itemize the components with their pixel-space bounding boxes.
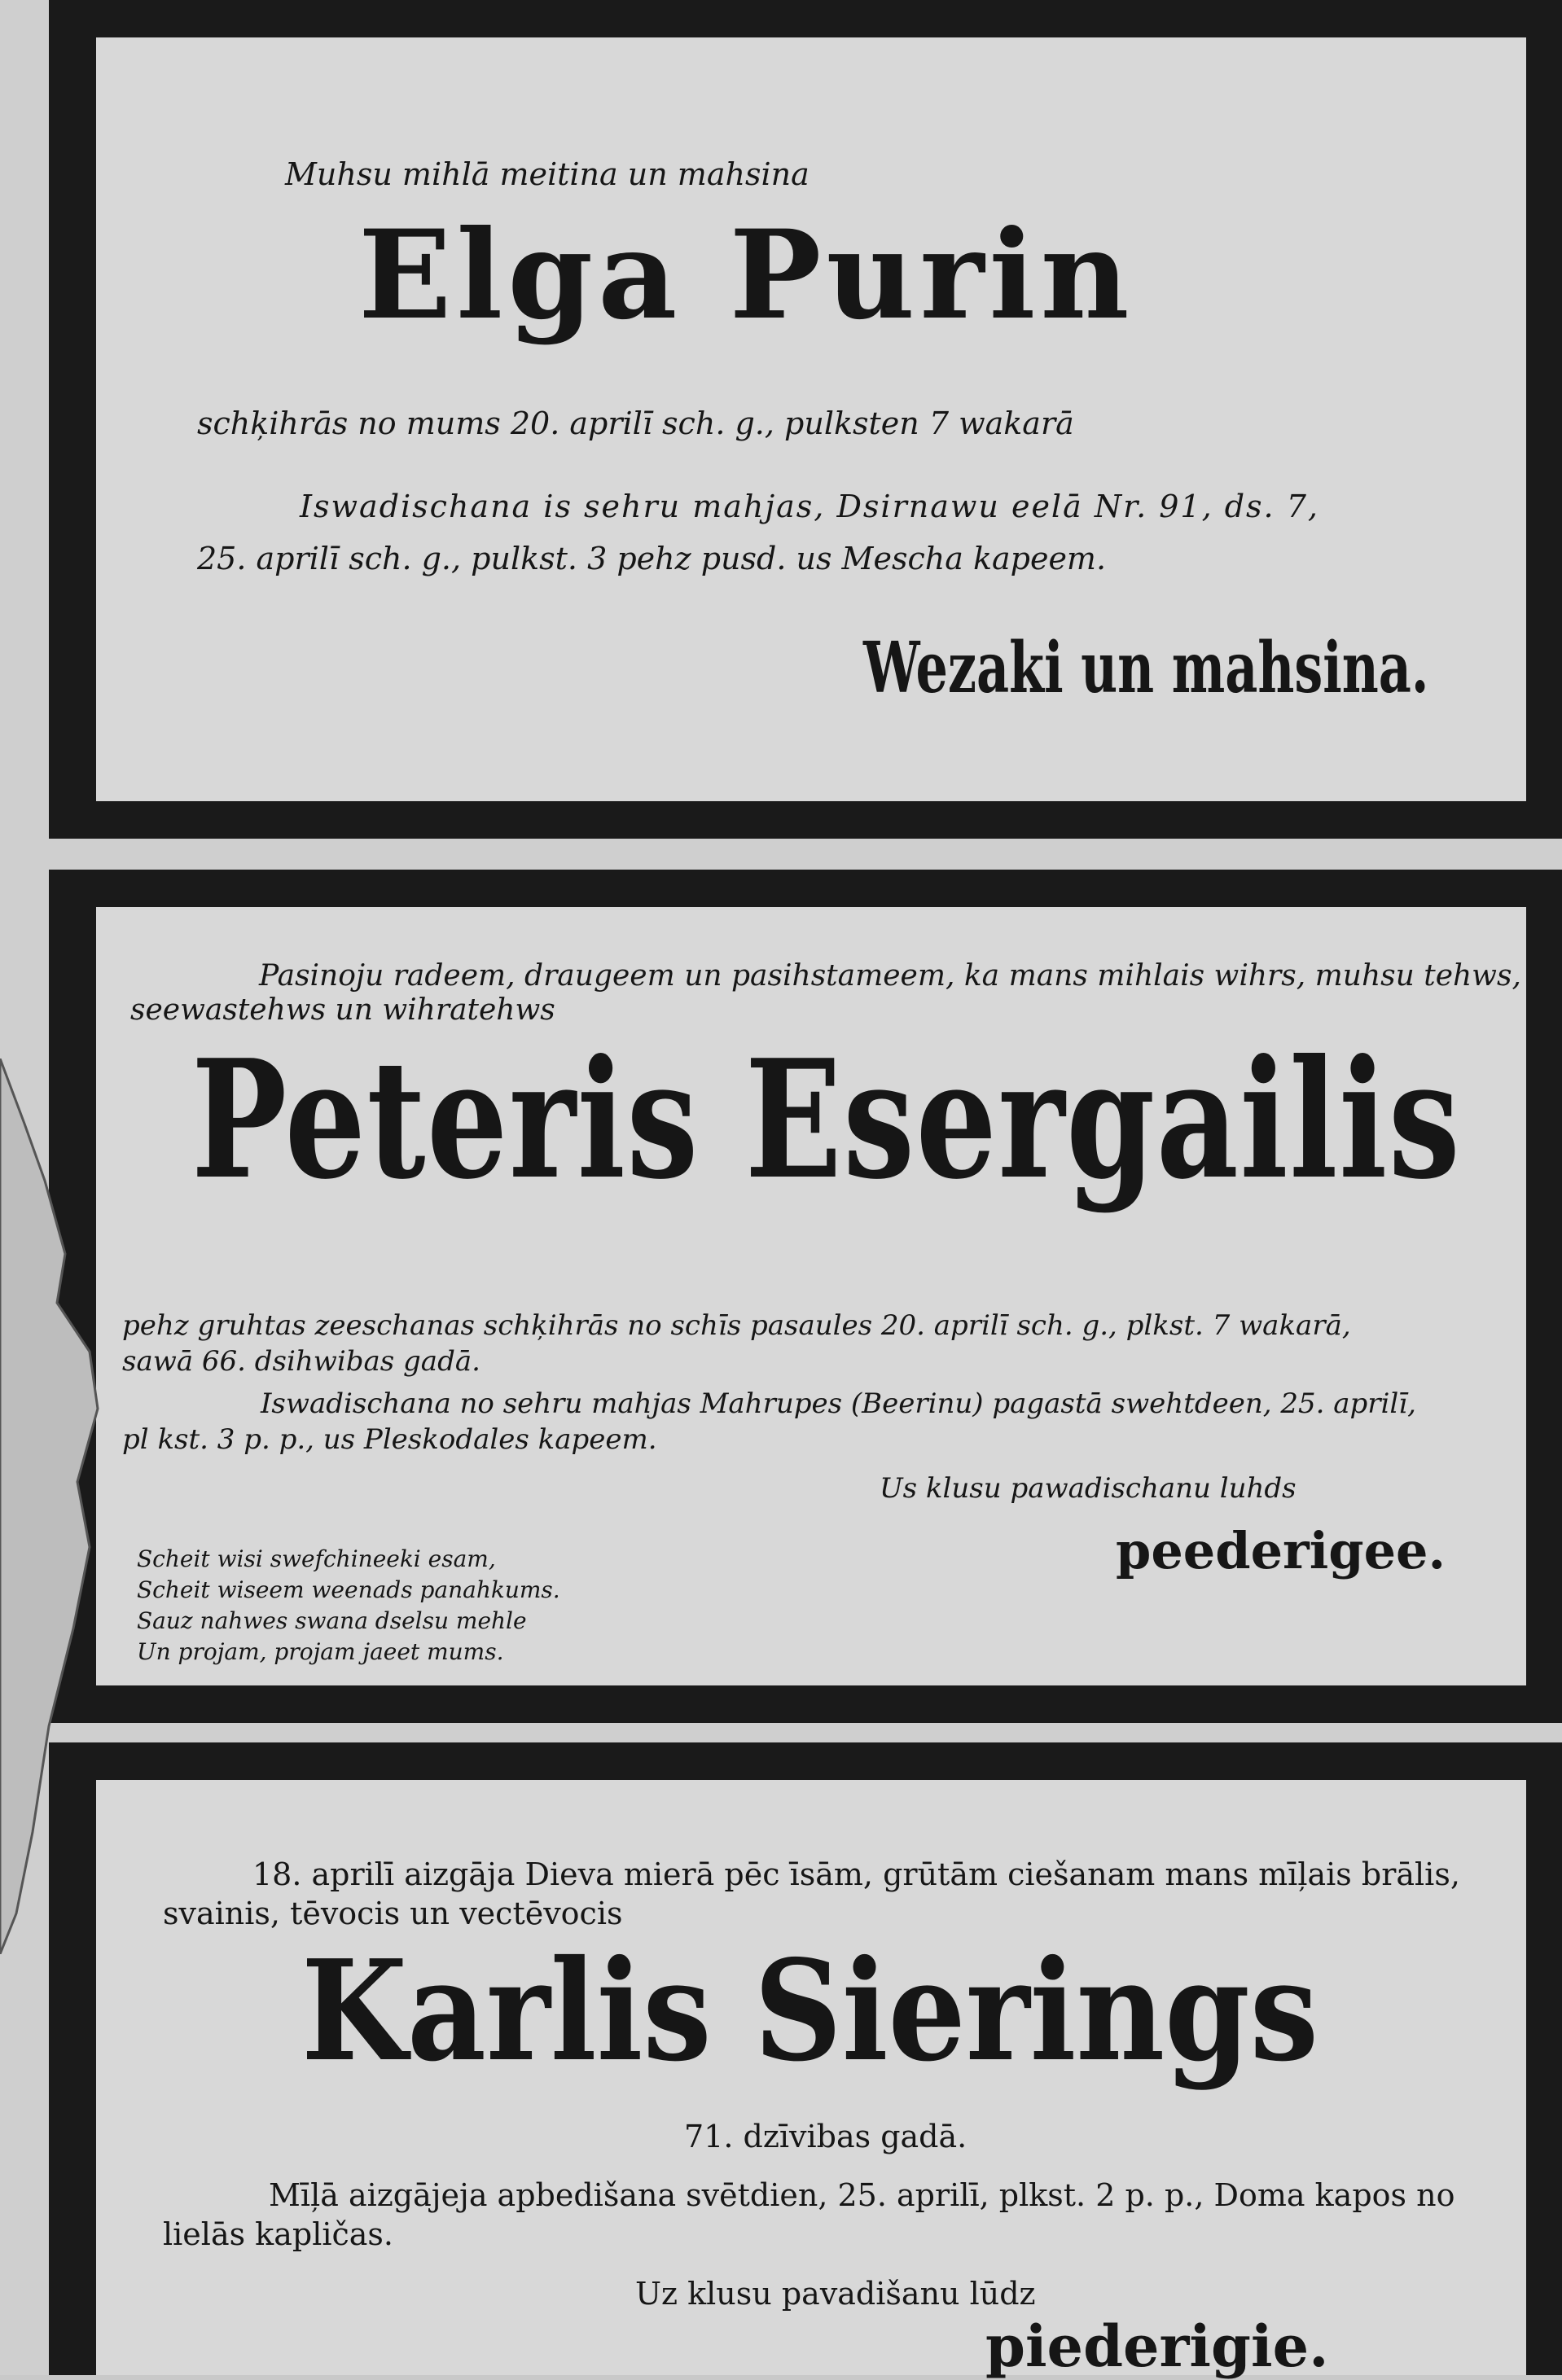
verse-line: Sauz nahwes swana dselsu mehle	[137, 1607, 527, 1634]
notice-request: Uz klusu pavadišanu lūdz	[635, 2276, 1036, 2312]
verse-line: Un projam, projam jaeet mums.	[137, 1638, 504, 1665]
verse-line: Scheit wisi swefchineeki esam,	[137, 1545, 496, 1572]
notice-intro: svainis, tēvocis un vectēvocis	[163, 1896, 623, 1931]
obituary-notice-elga-purin	[49, 0, 1562, 839]
notice-line: sawā 66. dsihwibas gadā.	[122, 1345, 480, 1378]
notice-request: Us klusu pawadischanu luhds	[880, 1472, 1297, 1505]
obituary-notice-karlis-sierings	[49, 1742, 1562, 2380]
notice-intro: Pasinoju radeem, draugeem un pasihstameem, ka mans mihlais wihrs, muhsu tehws,	[259, 959, 1521, 993]
paper-tear	[0, 1059, 114, 1954]
frame-right	[1526, 870, 1562, 1723]
notice-line: pehz gruhtas zeeschanas schķihrās no schīs pasaules 20. aprilī sch. g., plkst. 7 wakarā,	[122, 1309, 1351, 1342]
deceased-name: Elga Purin	[358, 204, 1134, 347]
obituary-notice-peteris-esergailis	[49, 870, 1562, 1723]
notice-intro: 18. aprilī aizgāja Dieva mierā pēc īsām, grūtām ciešanam mans mīļais brālis,	[252, 1856, 1460, 1892]
frame-right	[1526, 1742, 1562, 2375]
notice-line: 25. aprilī sch. g., pulkst. 3 pehz pusd. us Mescha kapeem.	[197, 541, 1107, 576]
deceased-name: Peteris Esergailis	[191, 1024, 1462, 1216]
frame-top	[49, 870, 1562, 907]
notice-signature: piederigie.	[985, 2312, 1329, 2380]
frame-right	[1526, 0, 1562, 839]
notice-line: pl kst. 3 p. p., us Pleskodales kapeem.	[122, 1423, 657, 1456]
notice-intro: seewastehws un wihratehws	[130, 993, 555, 1027]
deceased-name: Karlis Sierings	[301, 1930, 1319, 2093]
notice-line: Mīļā aizgājeja apbedišana svētdien, 25. aprilī, plkst. 2 p. p., Doma kapos no	[269, 2177, 1455, 2213]
frame-bottom	[49, 1685, 1562, 1723]
frame-bottom	[49, 801, 1562, 839]
frame-top	[49, 0, 1562, 37]
notice-line: Iswadischana is sehru mahjas, Dsirnawu eelā Nr. 91, ds. 7,	[300, 489, 1319, 524]
notice-intro: Muhsu mihlā meitina un mahsina	[285, 156, 810, 192]
notice-age: 71. dzīvibas gadā.	[684, 2119, 967, 2154]
frame-top	[49, 1742, 1562, 1780]
notice-signature: Wezaki un mahsina.	[863, 627, 1429, 709]
verse-line: Scheit wiseem weenads panahkums.	[137, 1576, 560, 1603]
notice-signature: peederigee.	[1116, 1521, 1446, 1580]
notice-line: Iswadischana no sehru mahjas Mahrupes (Beerinu) pagastā swehtdeen, 25. aprilī,	[261, 1387, 1416, 1420]
notice-line: lielās kapličas.	[163, 2216, 394, 2252]
frame-left	[49, 0, 96, 839]
notice-line: schķihrās no mums 20. aprilī sch. g., pulksten 7 wakarā	[197, 405, 1074, 441]
